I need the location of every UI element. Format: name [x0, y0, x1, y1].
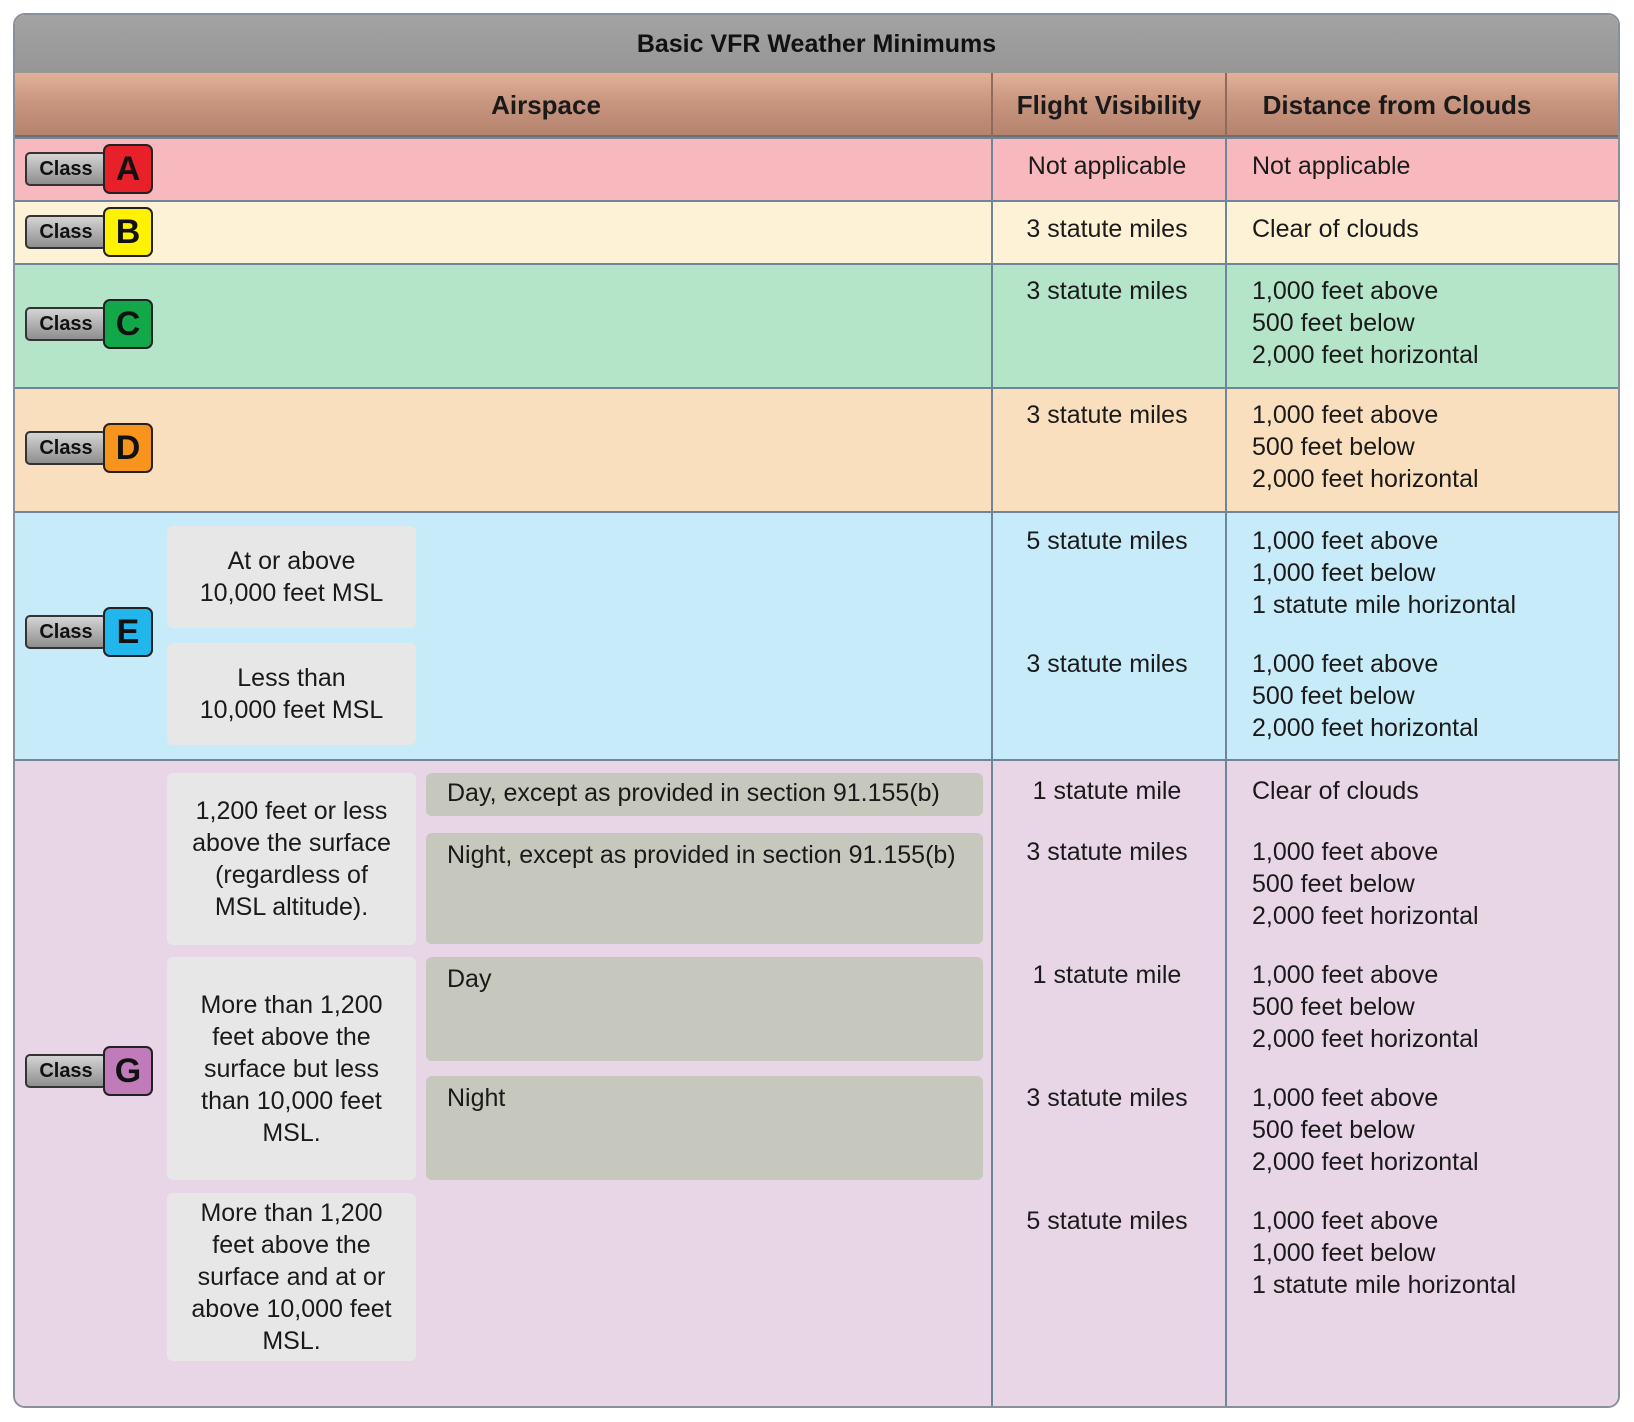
visibility-cell: 3 statute miles [1026, 277, 1188, 305]
header-divider [1225, 73, 1227, 138]
class-label: Class [25, 152, 107, 186]
row-class-c [15, 263, 1618, 387]
header-distance-from-clouds: Distance from Clouds [1262, 90, 1532, 120]
visibility-cell: 1 statute mile [1032, 777, 1182, 805]
condition-box: Night, except as provided in section 91.155(b) [426, 833, 983, 944]
class-b-badge [25, 207, 154, 257]
class-letter: D [103, 423, 153, 473]
row-class-d [15, 387, 1618, 511]
clouds-cell: 1,000 feet above 1,000 feet below 1 statute mile horizontal [1252, 527, 1517, 619]
altitude-box: Less than 10,000 feet MSL [167, 643, 416, 745]
column-divider [991, 138, 993, 1408]
class-d-badge [25, 423, 154, 473]
visibility-cell: 3 statute miles [1026, 838, 1188, 866]
class-letter: C [103, 299, 153, 349]
visibility-cell: 3 statute miles [1026, 650, 1188, 678]
class-letter: E [103, 607, 153, 657]
class-label: Class [25, 615, 107, 649]
header-flight-visibility: Flight Visibility [1016, 90, 1202, 120]
clouds-cell: 1,000 feet above 500 feet below 2,000 feet horizontal [1252, 650, 1479, 742]
visibility-cell: 3 statute miles [1026, 1084, 1188, 1112]
class-label: Class [25, 1054, 107, 1088]
clouds-cell: 1,000 feet above 500 feet below 2,000 feet horizontal [1252, 838, 1479, 930]
altitude-box: 1,200 feet or less above the surface (regardless of MSL altitude). [167, 773, 416, 945]
class-a-badge [25, 144, 154, 194]
visibility-cell: 5 statute miles [1026, 527, 1188, 555]
condition-box: Day, except as provided in section 91.155(b) [426, 773, 983, 816]
class-label: Class [25, 431, 107, 465]
class-label: Class [25, 215, 107, 249]
visibility-cell: 3 statute miles [1026, 401, 1188, 429]
visibility-cell: 5 statute miles [1026, 1207, 1188, 1235]
vfr-minimums-table [13, 13, 1620, 1408]
header-divider [991, 73, 993, 138]
clouds-cell: 1,000 feet above 500 feet below 2,000 feet horizontal [1252, 401, 1479, 493]
altitude-box: More than 1,200 feet above the surface and at or above 10,000 feet MSL. [167, 1193, 416, 1361]
class-e-badge [25, 607, 154, 657]
class-c-badge [25, 299, 154, 349]
class-label: Class [25, 307, 107, 341]
clouds-cell: Not applicable [1252, 152, 1411, 180]
altitude-box: More than 1,200 feet above the surface but less than 10,000 feet MSL. [167, 957, 416, 1180]
condition-box: Night [426, 1076, 983, 1180]
class-g-badge [25, 1046, 154, 1096]
class-letter: B [103, 207, 153, 257]
row-class-b [15, 200, 1618, 263]
clouds-cell: Clear of clouds [1252, 215, 1419, 243]
clouds-cell: 1,000 feet above 500 feet below 2,000 feet horizontal [1252, 277, 1479, 369]
clouds-cell: 1,000 feet above 1,000 feet below 1 statute mile horizontal [1252, 1207, 1517, 1299]
column-divider [1225, 138, 1227, 1408]
visibility-cell: Not applicable [1027, 152, 1187, 180]
class-letter: A [103, 144, 153, 194]
visibility-cell: 3 statute miles [1026, 215, 1188, 243]
table-title: Basic VFR Weather Minimums [15, 15, 1618, 73]
row-class-a [15, 137, 1618, 200]
clouds-cell: 1,000 feet above 500 feet below 2,000 feet horizontal [1252, 1084, 1479, 1176]
altitude-box: At or above 10,000 feet MSL [167, 526, 416, 628]
clouds-cell: Clear of clouds [1252, 777, 1419, 805]
row-class-g [15, 759, 1618, 1408]
class-letter: G [103, 1046, 153, 1096]
visibility-cell: 1 statute mile [1032, 961, 1182, 989]
clouds-cell: 1,000 feet above 500 feet below 2,000 feet horizontal [1252, 961, 1479, 1053]
row-class-e [15, 511, 1618, 759]
condition-box: Day [426, 957, 983, 1061]
header-airspace: Airspace [491, 90, 601, 120]
